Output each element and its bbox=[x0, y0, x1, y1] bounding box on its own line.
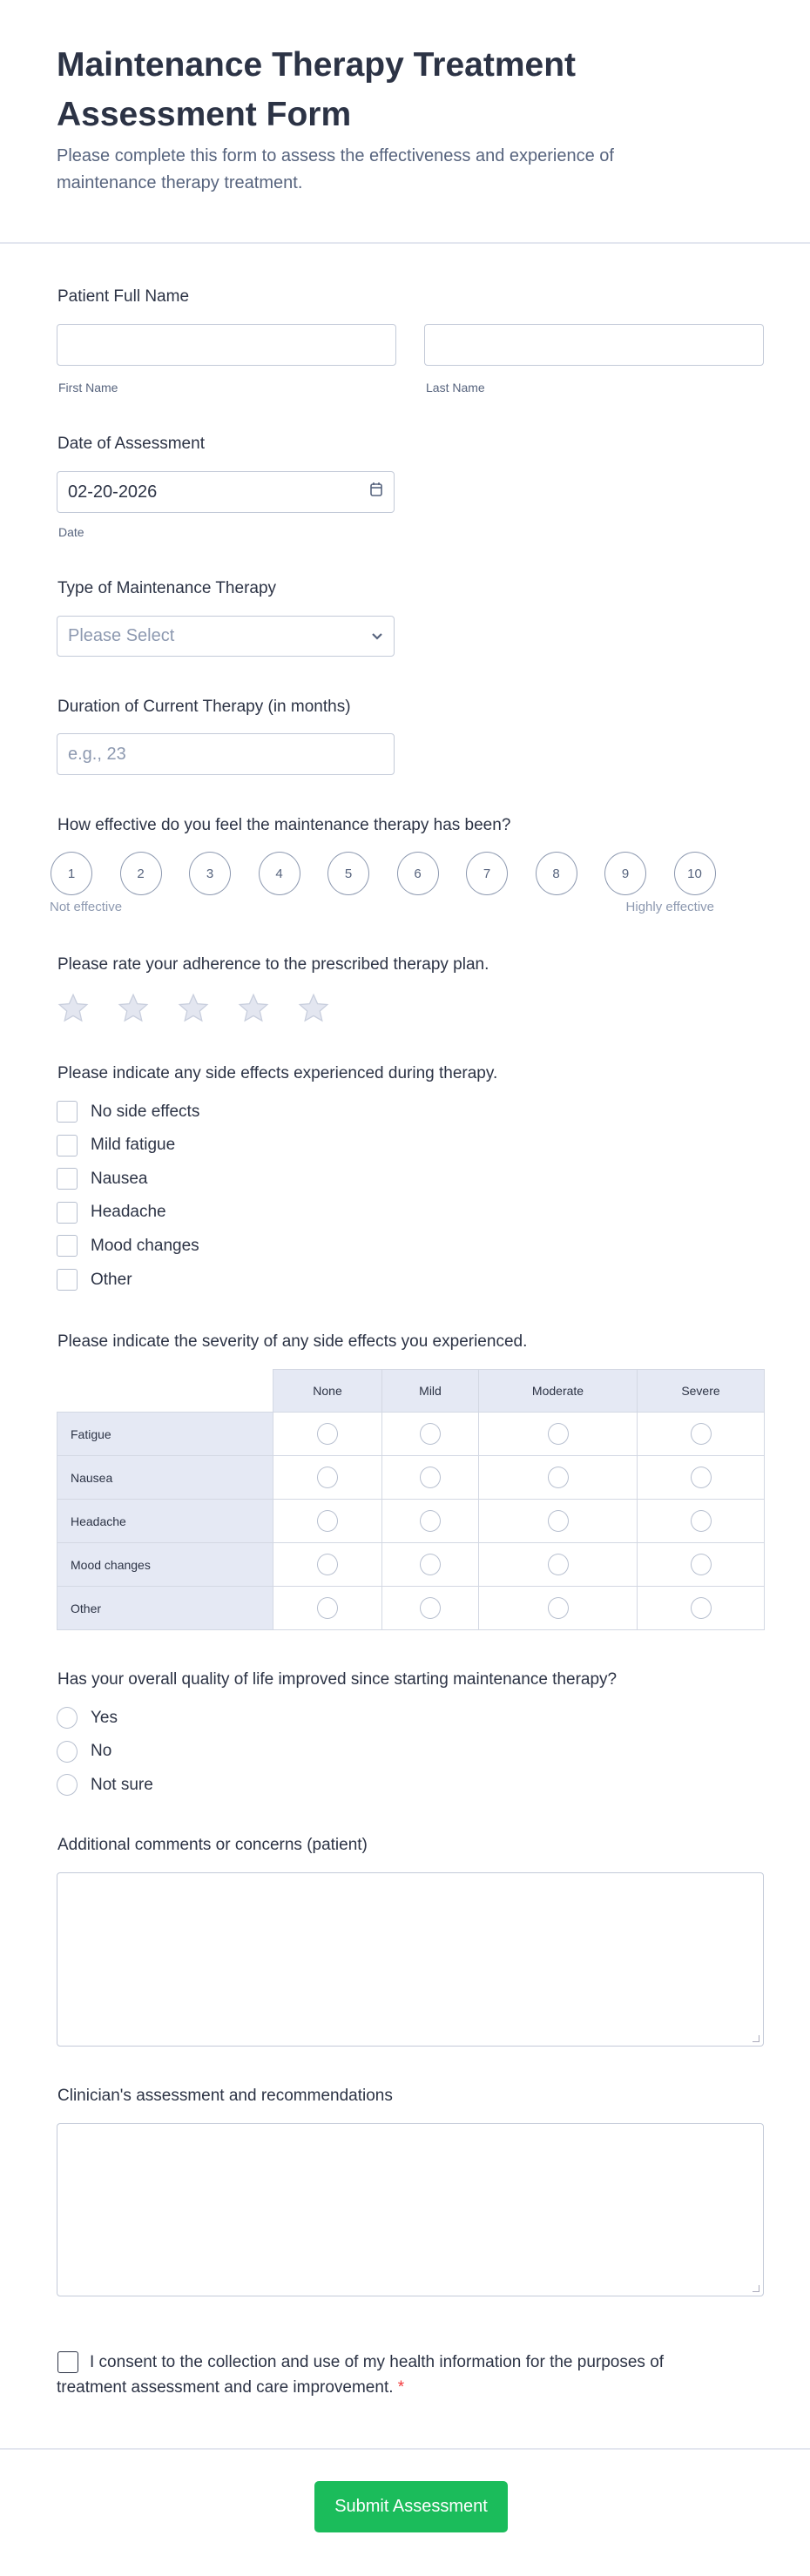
matrix-radio[interactable] bbox=[548, 1467, 569, 1488]
date-input[interactable] bbox=[57, 471, 395, 513]
matrix-cell bbox=[479, 1500, 638, 1543]
scale-option-4[interactable]: 4 bbox=[259, 852, 300, 895]
matrix-radio[interactable] bbox=[691, 1597, 712, 1619]
matrix-cell bbox=[273, 1543, 382, 1587]
matrix-column-header: Severe bbox=[638, 1370, 765, 1413]
side-effect-option[interactable] bbox=[57, 1168, 148, 1190]
checkbox[interactable] bbox=[57, 1101, 78, 1123]
matrix-radio[interactable] bbox=[420, 1597, 441, 1619]
checkbox[interactable] bbox=[57, 1202, 78, 1224]
star-icon[interactable] bbox=[117, 992, 150, 1025]
quality-option[interactable] bbox=[57, 1774, 153, 1796]
star-icon[interactable] bbox=[297, 992, 330, 1025]
matrix-radio[interactable] bbox=[691, 1467, 712, 1488]
radio-label: Yes bbox=[91, 1708, 118, 1727]
matrix-cell bbox=[273, 1456, 382, 1500]
chevron-down-icon bbox=[371, 626, 383, 646]
matrix-radio[interactable] bbox=[420, 1467, 441, 1488]
matrix-cell bbox=[382, 1587, 479, 1630]
matrix-column-header: None bbox=[273, 1370, 382, 1413]
matrix-cell bbox=[479, 1413, 638, 1456]
consent-label bbox=[57, 2350, 666, 2400]
matrix-row-label: Other bbox=[57, 1587, 273, 1630]
matrix-cell bbox=[382, 1413, 479, 1456]
matrix-radio[interactable] bbox=[317, 1597, 338, 1619]
side-effect-option[interactable] bbox=[57, 1269, 132, 1291]
matrix-radio[interactable] bbox=[317, 1467, 338, 1488]
matrix-radio[interactable] bbox=[317, 1510, 338, 1532]
calendar-icon[interactable] bbox=[369, 482, 383, 502]
required-mark: * bbox=[397, 2378, 405, 2397]
clinician-label: Clinician's assessment and recommendations bbox=[57, 2087, 393, 2105]
side-effect-option[interactable] bbox=[57, 1135, 175, 1157]
therapy-type-select[interactable] bbox=[57, 616, 395, 657]
date-value: 02-20-2026 bbox=[68, 482, 158, 502]
matrix-cell bbox=[479, 1587, 638, 1630]
matrix-radio[interactable] bbox=[420, 1510, 441, 1532]
side-effects-label: Please indicate any side effects experienced during therapy. bbox=[57, 1064, 498, 1082]
clinician-textarea[interactable] bbox=[57, 2123, 764, 2296]
matrix-radio[interactable] bbox=[420, 1423, 441, 1445]
scale-high-label: Highly effective bbox=[625, 900, 714, 914]
matrix-corner bbox=[57, 1370, 273, 1413]
last-name-sublabel: Last Name bbox=[426, 381, 485, 394]
effectiveness-scale bbox=[51, 852, 730, 895]
effectiveness-label: How effective do you feel the maintenance therapy has been? bbox=[57, 816, 511, 834]
matrix-radio[interactable] bbox=[420, 1554, 441, 1575]
checkbox[interactable] bbox=[57, 1168, 78, 1190]
matrix-radio[interactable] bbox=[317, 1554, 338, 1575]
side-effect-option[interactable] bbox=[57, 1101, 199, 1123]
scale-option-2[interactable]: 2 bbox=[120, 852, 162, 895]
matrix-row-label: Fatigue bbox=[57, 1413, 273, 1456]
radio-button[interactable] bbox=[57, 1707, 78, 1729]
radio-button[interactable] bbox=[57, 1741, 78, 1763]
form-title: Maintenance Therapy Treatment Assessment Form bbox=[57, 46, 577, 133]
consent-text: I consent to the collection and use of my health information for the purposes of treatment assessment and care improvement. bbox=[57, 2353, 665, 2397]
checkbox[interactable] bbox=[57, 1269, 78, 1291]
matrix-row bbox=[57, 1500, 765, 1543]
checkbox-label: Other bbox=[91, 1270, 132, 1289]
side-effect-option[interactable] bbox=[57, 1235, 199, 1257]
star-icon[interactable] bbox=[177, 992, 210, 1025]
matrix-row-label: Headache bbox=[57, 1500, 273, 1543]
quality-label: Has your overall quality of life improved since starting maintenance therapy? bbox=[57, 1670, 618, 1689]
matrix-cell bbox=[382, 1456, 479, 1500]
scale-option-7[interactable]: 7 bbox=[466, 852, 508, 895]
radio-button[interactable] bbox=[57, 1774, 78, 1796]
therapy-type-placeholder: Please Select bbox=[68, 626, 175, 645]
submit-button[interactable]: Submit Assessment bbox=[314, 2481, 508, 2532]
matrix-column-header: Moderate bbox=[479, 1370, 638, 1413]
quality-option[interactable] bbox=[57, 1741, 111, 1763]
duration-placeholder: e.g., 23 bbox=[68, 744, 126, 764]
matrix-row bbox=[57, 1456, 765, 1500]
resize-handle-icon[interactable] bbox=[753, 2035, 759, 2042]
checkbox-label: Mild fatigue bbox=[91, 1136, 176, 1155]
side-effect-option[interactable] bbox=[57, 1202, 166, 1224]
matrix-cell bbox=[273, 1413, 382, 1456]
checkbox-label: Nausea bbox=[91, 1169, 148, 1188]
checkbox[interactable] bbox=[57, 1235, 78, 1257]
scale-option-9[interactable]: 9 bbox=[604, 852, 646, 895]
first-name-sublabel: First Name bbox=[58, 381, 118, 394]
comments-textarea[interactable] bbox=[57, 1872, 764, 2047]
adherence-label: Please rate your adherence to the prescribed therapy plan. bbox=[57, 955, 489, 974]
matrix-radio[interactable] bbox=[548, 1423, 569, 1445]
scale-option-3[interactable]: 3 bbox=[189, 852, 231, 895]
comments-label: Additional comments or concerns (patient) bbox=[57, 1836, 368, 1854]
scale-option-10[interactable]: 10 bbox=[674, 852, 716, 895]
scale-option-1[interactable]: 1 bbox=[51, 852, 92, 895]
last-name-input[interactable] bbox=[424, 324, 764, 366]
matrix-row bbox=[57, 1543, 765, 1587]
patient-name-label: Patient Full Name bbox=[57, 287, 190, 306]
radio-label: Not sure bbox=[91, 1775, 153, 1794]
matrix-radio[interactable] bbox=[548, 1554, 569, 1575]
matrix-cell bbox=[638, 1456, 765, 1500]
severity-label: Please indicate the severity of any side effects you experienced. bbox=[57, 1332, 528, 1351]
matrix-radio[interactable] bbox=[317, 1423, 338, 1445]
matrix-cell bbox=[479, 1456, 638, 1500]
star-icon[interactable] bbox=[57, 992, 90, 1025]
matrix-cell bbox=[638, 1543, 765, 1587]
matrix-cell bbox=[638, 1587, 765, 1630]
matrix-cell bbox=[638, 1413, 765, 1456]
matrix-column-header: Mild bbox=[382, 1370, 479, 1413]
matrix-row-label: Nausea bbox=[57, 1456, 273, 1500]
matrix-cell bbox=[382, 1500, 479, 1543]
matrix-radio[interactable] bbox=[691, 1510, 712, 1532]
checkbox-label: No side effects bbox=[91, 1102, 200, 1121]
matrix-radio[interactable] bbox=[548, 1510, 569, 1532]
matrix-radio[interactable] bbox=[548, 1597, 569, 1619]
star-icon[interactable] bbox=[237, 992, 270, 1025]
checkbox[interactable] bbox=[57, 1135, 78, 1157]
duration-input[interactable] bbox=[57, 733, 395, 775]
resize-handle-icon[interactable] bbox=[753, 2285, 759, 2292]
matrix-cell bbox=[273, 1587, 382, 1630]
header-divider bbox=[0, 242, 810, 244]
scale-low-label: Not effective bbox=[50, 900, 123, 914]
date-label: Date of Assessment bbox=[57, 435, 205, 453]
matrix-radio[interactable] bbox=[691, 1554, 712, 1575]
scale-option-5[interactable]: 5 bbox=[327, 852, 369, 895]
matrix-row bbox=[57, 1413, 765, 1456]
form-subtitle: Please complete this form to assess the effectiveness and experience of maintenance therapy treatment. bbox=[57, 146, 614, 192]
matrix-row-label: Mood changes bbox=[57, 1543, 273, 1587]
severity-matrix bbox=[57, 1369, 765, 1630]
first-name-input[interactable] bbox=[57, 324, 396, 366]
quality-option[interactable] bbox=[57, 1707, 118, 1729]
matrix-cell bbox=[273, 1500, 382, 1543]
matrix-cell bbox=[638, 1500, 765, 1543]
radio-label: No bbox=[91, 1742, 112, 1761]
matrix-cell bbox=[479, 1543, 638, 1587]
scale-option-6[interactable]: 6 bbox=[397, 852, 439, 895]
checkbox-label: Headache bbox=[91, 1203, 166, 1222]
matrix-row bbox=[57, 1587, 765, 1630]
matrix-radio[interactable] bbox=[691, 1423, 712, 1445]
footer-divider bbox=[0, 2448, 810, 2450]
star-rating bbox=[57, 992, 330, 1025]
matrix-cell bbox=[382, 1543, 479, 1587]
therapy-type-label: Type of Maintenance Therapy bbox=[57, 579, 277, 597]
duration-label: Duration of Current Therapy (in months) bbox=[57, 698, 351, 716]
date-sublabel: Date bbox=[58, 525, 84, 539]
checkbox-label: Mood changes bbox=[91, 1236, 199, 1255]
scale-option-8[interactable]: 8 bbox=[536, 852, 577, 895]
